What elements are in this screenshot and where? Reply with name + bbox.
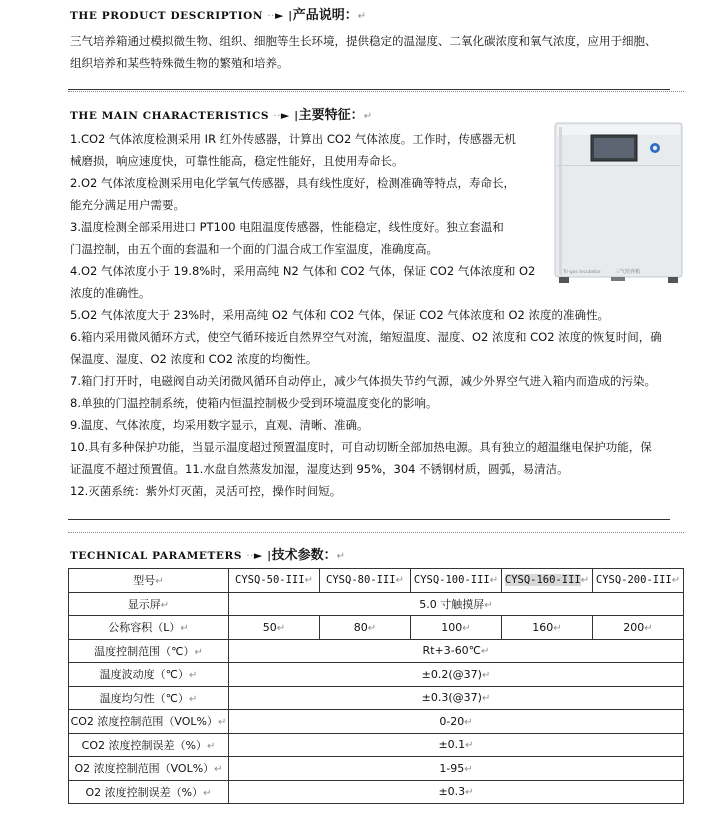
text-line: 浓度的准确性。 xyxy=(70,286,151,300)
row-label: CO2 浓度控制范围（VOL%）↵ xyxy=(69,710,229,734)
row-value: ±0.3↵ xyxy=(229,780,684,804)
text-line: 能充分满足用户需要。 xyxy=(70,198,185,212)
door-label-text: 三气培养箱 xyxy=(615,269,641,275)
arrow-right-icon: ► xyxy=(253,549,263,562)
text-line: 5.O2 气体浓度大于 23%时，采用高纯 O2 气体和 CO2 气体，保证 CO2 气体浓度和 O2 浓度的准确性。 xyxy=(70,308,609,322)
text-line: 1.CO2 气体浓度检测采用 IR 红外传感器，计算出 CO2 气体浓度。工作时，传感器无机 xyxy=(70,132,516,146)
text-line: 证温度不超过预置值。11.水盘自然蒸发加湿，湿度达到 95%，304 不锈钢材质，圆弧，易清洁。 xyxy=(70,462,569,476)
heading-en: THE MAIN CHARACTERISTICS xyxy=(70,110,270,122)
row-value: ±0.1↵ xyxy=(229,733,684,757)
text-line: 9.温度、气体浓度，均采用数字显示，直观、清晰、准确。 xyxy=(70,418,369,432)
heading-divider: | xyxy=(288,10,293,22)
heading-cn: 技术参数： xyxy=(271,548,337,563)
incubator-product-image xyxy=(551,121,686,287)
arrow-right-icon: ► xyxy=(274,9,284,22)
technical-parameters-table xyxy=(68,568,684,804)
table-row xyxy=(69,710,684,734)
model-cell: CYSQ-50-III↵ xyxy=(229,569,320,593)
row-value: 80↵ xyxy=(320,616,411,640)
section-divider xyxy=(68,89,670,90)
row-label: CO2 浓度控制误差（%）↵ xyxy=(69,733,229,757)
table-row xyxy=(69,686,684,710)
text-line: 4.O2 气体浓度小于 19.8%时，采用高纯 N2 气体和 CO2 气体，保证 CO2 气体浓度和 O2 xyxy=(70,264,536,278)
table-row xyxy=(69,569,684,593)
row-value: 5.0 寸触摸屏↵ xyxy=(229,592,684,616)
table-row xyxy=(69,663,684,687)
heading-divider: | xyxy=(267,550,272,562)
panel-brand-text: Tri-gas Incubator xyxy=(563,270,601,275)
row-label: 温度均匀性（℃）↵ xyxy=(69,686,229,710)
section-heading-technical-parameters: TECHNICAL PARAMETERS ··► |技术参数：↵ xyxy=(70,548,346,563)
model-cell: CYSQ-100-III↵ xyxy=(411,569,502,593)
row-value: Rt+3-60℃↵ xyxy=(229,639,684,663)
text-line: 保温度、湿度、O2 浓度和 CO2 浓度的均衡性。 xyxy=(70,352,318,366)
table-row xyxy=(69,616,684,640)
product-description xyxy=(70,30,657,74)
text-line: 7.箱门打开时，电磁阀自动关闭微风循环自动停止，减少气体损失节约气源，减少外界空气进入箱内而造成的污染。 xyxy=(70,374,656,388)
text-line: 8.单独的门温控制系统，使箱内恒温控制极少受到环境温度变化的影响。 xyxy=(70,396,438,410)
row-label: 公称容积（L）↵ xyxy=(69,616,229,640)
text-line: 12.灭菌系统：紫外灯灭菌，灵活可控，操作时间短。 xyxy=(70,484,342,498)
row-value: 200↵ xyxy=(593,616,684,640)
section-divider-dotted xyxy=(68,532,684,533)
row-label: O2 浓度控制误差（%）↵ xyxy=(69,780,229,804)
section-heading-product-description: THE PRODUCT DESCRIPTION ··► |产品说明：↵ xyxy=(70,8,367,23)
section-heading-main-characteristics: THE MAIN CHARACTERISTICS ··► |主要特征：↵ xyxy=(70,108,373,123)
text-line: 械磨损，响应速度快，可靠性能高，稳定性能好，且使用寿命长。 xyxy=(70,154,404,168)
text-line: 门温控制，由五个面的套温和一个面的门温合成工作室温度，准确度高。 xyxy=(70,242,438,256)
row-value: ±0.3(@37)↵ xyxy=(229,686,684,710)
row-label: 温度控制范围（℃）↵ xyxy=(69,639,229,663)
row-label: O2 浓度控制范围（VOL%）↵ xyxy=(69,757,229,781)
row-value: 1-95↵ xyxy=(229,757,684,781)
text-line: 10.具有多种保护功能，当显示温度超过预置温度时，可自动切断全部加热电源。具有独立的超温继电保护功能，保 xyxy=(70,440,652,454)
table-row xyxy=(69,639,684,663)
table-row xyxy=(69,733,684,757)
row-value: 100↵ xyxy=(411,616,502,640)
heading-divider: | xyxy=(294,110,299,122)
heading-en: THE PRODUCT DESCRIPTION xyxy=(70,10,264,22)
text-line: 6.箱内采用微风循环方式，使空气循环接近自然界空气对流，缩短温度、湿度、O2 浓度和 CO2 浓度的恢复时间，确 xyxy=(70,330,662,344)
row-value: ±0.2(@37)↵ xyxy=(229,663,684,687)
table-row xyxy=(69,592,684,616)
row-label: 型号↵ xyxy=(69,569,229,593)
row-label: 显示屏↵ xyxy=(69,592,229,616)
table-row xyxy=(69,757,684,781)
text-line: 3.温度检测全部采用进口 PT100 电阻温度传感器，性能稳定，线性度好。独立套温和 xyxy=(70,220,504,234)
text-line: 组织培养和某些特殊微生物的繁殖和培养。 xyxy=(70,56,289,70)
section-divider-dotted xyxy=(68,91,684,92)
text-line: 三气培养箱通过模拟微生物、组织、细胞等生长环境，提供稳定的温湿度、二氧化碳浓度和氧气浓度，应用于细胞、 xyxy=(70,34,657,48)
row-label: 温度波动度（℃）↵ xyxy=(69,663,229,687)
text-line: 2.O2 气体浓度检测采用电化学氧气传感器，具有线性度好，检测准确等特点，寿命长， xyxy=(70,176,515,190)
table-row xyxy=(69,780,684,804)
row-value: 0-20↵ xyxy=(229,710,684,734)
heading-cn: 产品说明： xyxy=(292,8,358,23)
arrow-right-icon: ► xyxy=(280,109,290,122)
row-value: 50↵ xyxy=(229,616,320,640)
model-cell: CYSQ-160-III↵ xyxy=(502,569,593,593)
heading-cn: 主要特征： xyxy=(298,108,364,123)
row-value: 160↵ xyxy=(502,616,593,640)
section-divider xyxy=(68,519,670,520)
model-cell: CYSQ-80-III↵ xyxy=(320,569,411,593)
model-cell: CYSQ-200-III↵ xyxy=(593,569,684,593)
heading-en: TECHNICAL PARAMETERS xyxy=(70,550,243,562)
